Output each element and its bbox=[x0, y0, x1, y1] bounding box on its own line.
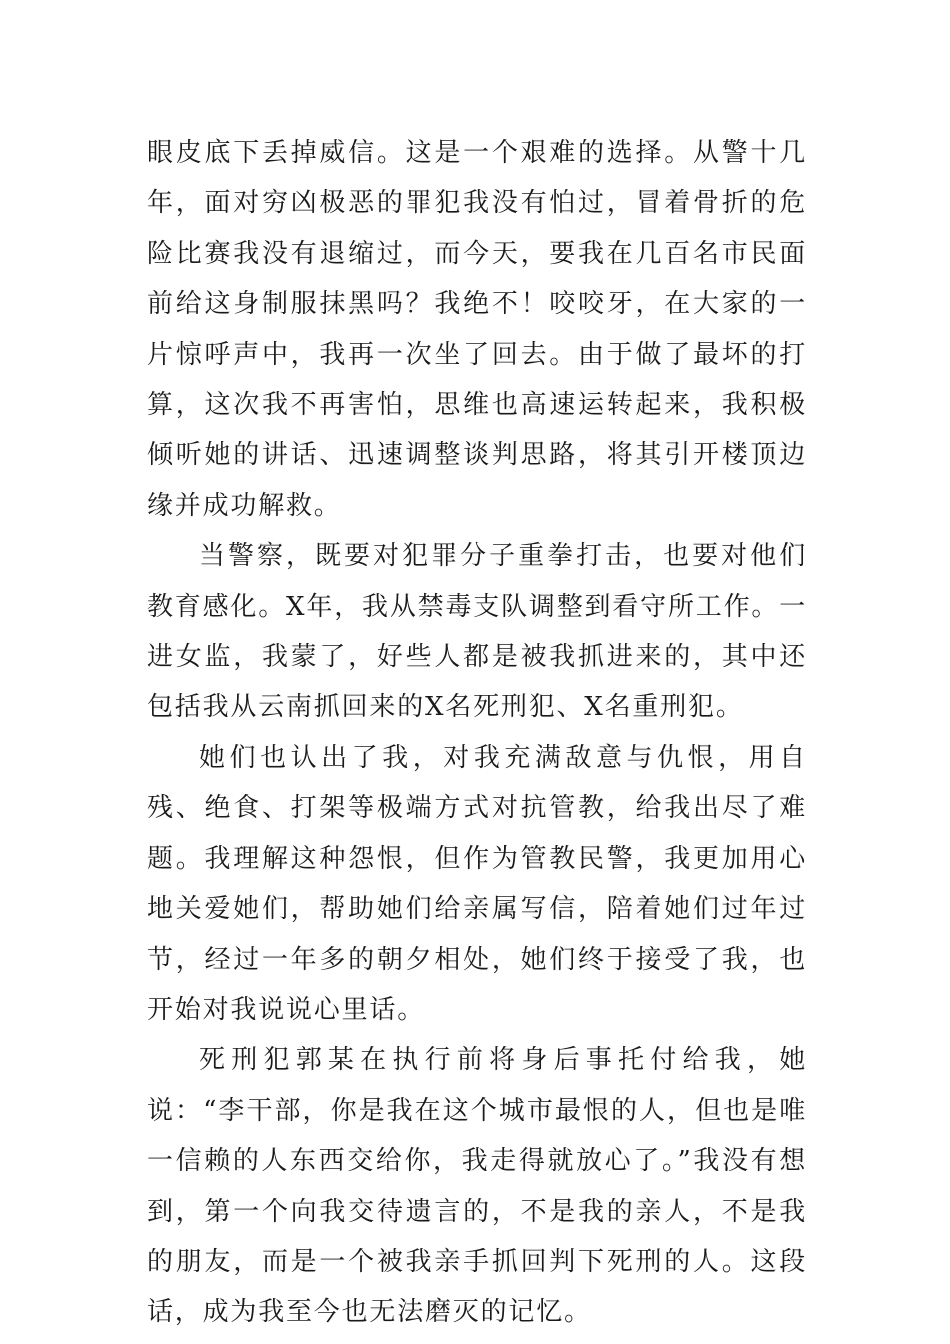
paragraph-1: 眼皮底下丢掉威信。这是一个艰难的选择。从警十几年，面对穷凶极恶的罪犯我没有怕过，冒着骨折的危险比赛我没有退缩过，而今天，要我在几百名市民面前给这身制服抹黑吗？我绝不！咬咬牙，在大家的一片惊呼声中，我再一次坐了回去。由于做了最坏的打算，这次我不再害怕，思维也高速运转起来，我积极倾听她的讲话、迅速调整谈判思路，将其引开楼顶边缘并成功解救。 bbox=[147, 138, 807, 521]
paragraph-4: 死刑犯郭某在执行前将身后事托付给我，她说：“李干部，你是我在这个城市最恨的人，但也是唯一信赖的人东西交给你，我走得就放心了。”我没有想到，第一个向我交待遗言的，不是我的亲人，不是我的朋友，而是一个被我亲手抓回判下死刑的人。这段话，成为我至今也无法磨灭的记忆。 bbox=[147, 1045, 807, 1328]
paragraph-2: 当警察，既要对犯罪分子重拳打击，也要对他们教育感化。X年，我从禁毒支队调整到看守所工作。一进女监，我蒙了，好些人都是被我抓进来的，其中还包括我从云南抓回来的X名死刑犯、X名重刑犯。 bbox=[147, 541, 807, 723]
paragraph-3: 她们也认出了我，对我充满敌意与仇恨，用自残、绝食、打架等极端方式对抗管教，给我出尽了难题。我理解这种怨恨，但作为管教民警，我更加用心地关爱她们，帮助她们给亲属写信，陪着她们过年过节，经过一年多的朝夕相处，她们终于接受了我，也开始对我说说心里话。 bbox=[147, 742, 807, 1025]
body-text bbox=[147, 128, 807, 1338]
